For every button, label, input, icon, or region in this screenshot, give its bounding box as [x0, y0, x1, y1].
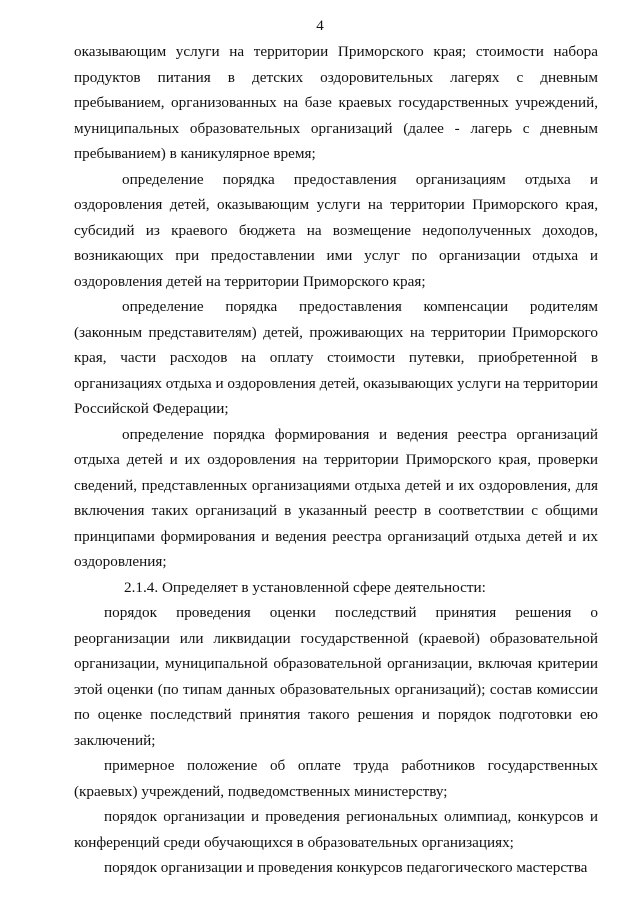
paragraph-registry-procedure: определение порядка формирования и ведения реестра организаций отдыха детей и их оздоровления на территории Приморского края, проверки сведений, представленных организациями отдыха детей и их оздоровления, для включения таких организаций в указанный реестр в соответствии с общими принципами формирования и ведения реестра организаций отдыха детей и их оздоровления;: [74, 425, 598, 570]
paragraph-wage-regulation: примерное положение об оплате труда работников государственных (краевых) учреждений, подведомственных министерству;: [74, 757, 598, 800]
document-body: [74, 39, 598, 881]
page-number: 4: [316, 18, 324, 34]
paragraph-reorganization-assessment: порядок проведения оценки последствий принятия решения о реорганизации или ликвидации государственной (краевой) образовательной организации, муниципальной образовательной организации, включая критерии этой оценки (по типам данных образовательных организаций); состав комиссии по оценке последствий принятия такого решения и порядок подготовки ею заключений;: [74, 604, 598, 749]
paragraph-teaching-contests: порядок организации и проведения конкурсов педагогического мастерства: [104, 859, 588, 876]
paragraph-subsidy-procedure: определение порядка предоставления организациям отдыха и оздоровления детей, оказывающим услуги на территории Приморского края, субсидий из краевого бюджета на возмещение недополученных доходов, возникающих при предоставлении ими услуг по организации отдыха и оздоровления детей на территории Приморского края;: [74, 170, 598, 290]
paragraph-continuation: оказывающим услуги на территории Приморского края; стоимости набора продуктов питания в детских оздоровительных лагерях с дневным пребыванием, организованных на базе краевых государственных учреждений, муниципальных образовательных организаций (далее - лагерь с дневным пребыванием) в каникулярное время;: [74, 43, 598, 162]
paragraph-olympiads-procedure: порядок организации и проведения региональных олимпиад, конкурсов и конференций среди обучающихся в образовательных организациях;: [74, 808, 598, 851]
paragraph-compensation-procedure: определение порядка предоставления компенсации родителям (законным представителям) детей, проживающих на территории Приморского края, части расходов на оплату стоимости путевки, приобретенной в организациях отдыха и оздоровления детей, оказывающих услуги на территории Российской Федерации;: [74, 298, 598, 417]
section-heading-2-1-4: 2.1.4. Определяет в установленной сфере деятельности:: [124, 578, 486, 596]
